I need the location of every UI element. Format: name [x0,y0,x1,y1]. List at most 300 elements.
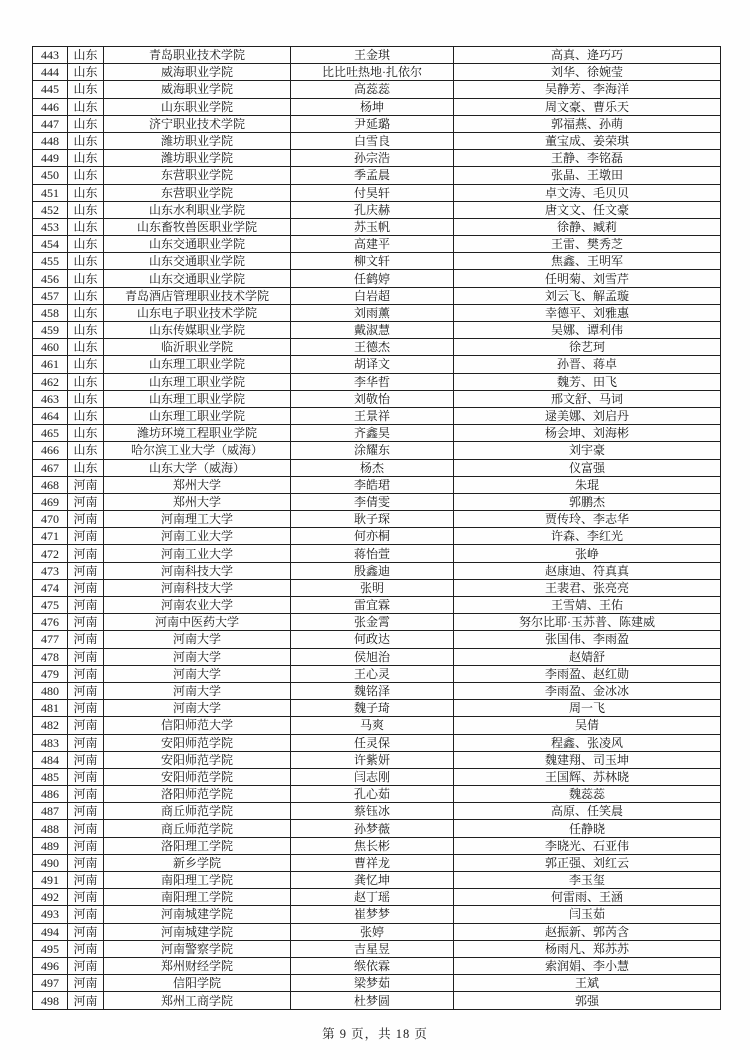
province-cell: 山东 [68,442,104,459]
advisors-cell: 李晓光、石亚伟 [454,837,721,854]
student-name-cell: 高蕊蕊 [291,81,454,98]
page-number-footer: 第 9 页，共 18 页 [322,1027,428,1041]
student-name-cell: 高建平 [291,236,454,253]
student-name-cell: 殷鑫迪 [291,562,454,579]
province-cell: 河南 [68,614,104,631]
student-name-cell: 何政达 [291,631,454,648]
province-cell: 河南 [68,889,104,906]
student-name-cell: 任灵保 [291,734,454,751]
table-row [33,854,721,871]
row-number-cell: 443 [33,47,68,64]
institution-cell: 山东理工职业学院 [104,407,291,424]
table-row [33,511,721,528]
institution-cell: 山东理工职业学院 [104,356,291,373]
province-cell: 河南 [68,923,104,940]
advisors-cell: 赵婧舒 [454,648,721,665]
row-number-cell: 480 [33,682,68,699]
row-number-cell: 460 [33,339,68,356]
row-number-cell: 481 [33,700,68,717]
institution-cell: 山东水利职业学院 [104,201,291,218]
table-row [33,356,721,373]
institution-cell: 潍坊环境工程职业学院 [104,425,291,442]
institution-cell: 潍坊职业学院 [104,150,291,167]
institution-cell: 河南大学 [104,648,291,665]
table-row [33,407,721,424]
institution-cell: 商丘师范学院 [104,803,291,820]
institution-cell: 威海职业学院 [104,81,291,98]
table-row [33,906,721,923]
row-number-cell: 456 [33,270,68,287]
student-name-cell: 胡译文 [291,356,454,373]
institution-cell: 商丘师范学院 [104,820,291,837]
student-name-cell: 焦长彬 [291,837,454,854]
province-cell: 山东 [68,390,104,407]
student-name-cell: 刘敬怡 [291,390,454,407]
institution-cell: 潍坊职业学院 [104,132,291,149]
institution-cell: 河南城建学院 [104,923,291,940]
row-number-cell: 497 [33,975,68,992]
table-row [33,786,721,803]
table-row [33,665,721,682]
institution-cell: 河南大学 [104,631,291,648]
advisors-cell: 许森、李红光 [454,528,721,545]
advisors-cell: 王雷、樊秀芝 [454,236,721,253]
province-cell: 河南 [68,975,104,992]
advisors-cell: 何雷雨、王涵 [454,889,721,906]
student-name-cell: 王金琪 [291,47,454,64]
student-name-cell: 尹延璐 [291,115,454,132]
student-name-cell: 马爽 [291,717,454,734]
advisors-cell: 徐静、臧莉 [454,218,721,235]
row-number-cell: 489 [33,837,68,854]
province-cell: 河南 [68,854,104,871]
table-row [33,597,721,614]
student-name-cell: 耿子琛 [291,511,454,528]
table-row [33,528,721,545]
student-name-cell: 齐鑫昊 [291,425,454,442]
province-cell: 山东 [68,47,104,64]
institution-cell: 山东理工职业学院 [104,390,291,407]
row-number-cell: 490 [33,854,68,871]
student-name-cell: 魏子琦 [291,700,454,717]
table-row [33,631,721,648]
student-name-cell: 孔心茹 [291,786,454,803]
advisors-cell: 杨雨凡、郑苏苏 [454,940,721,957]
student-name-cell: 闫志刚 [291,768,454,785]
institution-cell: 洛阳理工学院 [104,837,291,854]
institution-cell: 郑州大学 [104,493,291,510]
advisors-cell: 王裴君、张亮亮 [454,579,721,596]
advisors-cell: 高真、逄巧巧 [454,47,721,64]
institution-cell: 河南科技大学 [104,579,291,596]
institution-cell: 哈尔滨工业大学（威海） [104,442,291,459]
institution-cell: 河南大学 [104,665,291,682]
province-cell: 山东 [68,184,104,201]
row-number-cell: 473 [33,562,68,579]
institution-cell: 安阳师范学院 [104,734,291,751]
advisors-cell: 杨会坤、刘海彬 [454,425,721,442]
institution-cell: 南阳理工学院 [104,889,291,906]
table-row [33,940,721,957]
row-number-cell: 445 [33,81,68,98]
advisors-cell: 王国辉、苏林晓 [454,768,721,785]
table-row [33,493,721,510]
row-number-cell: 494 [33,923,68,940]
advisors-cell: 郭强 [454,992,721,1010]
table-row [33,201,721,218]
province-cell: 河南 [68,511,104,528]
student-name-cell: 张明 [291,579,454,596]
province-cell: 河南 [68,940,104,957]
advisors-cell: 仪富强 [454,459,721,476]
student-name-cell: 王景祥 [291,407,454,424]
province-cell: 河南 [68,957,104,974]
institution-cell: 威海职业学院 [104,64,291,81]
row-number-cell: 471 [33,528,68,545]
institution-cell: 河南农业大学 [104,597,291,614]
advisors-cell: 赵康迪、符真真 [454,562,721,579]
institution-cell: 洛阳师范学院 [104,786,291,803]
province-cell: 河南 [68,837,104,854]
row-number-cell: 466 [33,442,68,459]
institution-cell: 山东交通职业学院 [104,253,291,270]
province-cell: 河南 [68,906,104,923]
student-name-cell: 何亦桐 [291,528,454,545]
table-row [33,820,721,837]
row-number-cell: 475 [33,597,68,614]
table-row [33,717,721,734]
advisors-cell: 索润娟、李小慧 [454,957,721,974]
table-row [33,545,721,562]
advisors-cell: 贾传玲、李志华 [454,511,721,528]
institution-cell: 山东大学（威海） [104,459,291,476]
row-number-cell: 458 [33,304,68,321]
student-name-cell: 苏玉帆 [291,218,454,235]
student-name-cell: 王心灵 [291,665,454,682]
advisors-cell: 张国伟、李雨盈 [454,631,721,648]
institution-cell: 青岛酒店管理职业技术学院 [104,287,291,304]
institution-cell: 山东理工职业学院 [104,373,291,390]
row-number-cell: 486 [33,786,68,803]
province-cell: 山东 [68,81,104,98]
student-name-cell: 李倩雯 [291,493,454,510]
student-name-cell: 吉星昱 [291,940,454,957]
table-row [33,751,721,768]
row-number-cell: 470 [33,511,68,528]
student-name-cell: 季孟晨 [291,167,454,184]
table-row [33,64,721,81]
row-number-cell: 483 [33,734,68,751]
student-name-cell: 任鹤婷 [291,270,454,287]
student-name-cell: 曹祥龙 [291,854,454,871]
table-row [33,682,721,699]
row-number-cell: 477 [33,631,68,648]
table-row [33,992,721,1010]
row-number-cell: 488 [33,820,68,837]
advisors-cell: 朱琨 [454,476,721,493]
table-row [33,132,721,149]
institution-cell: 山东畜牧兽医职业学院 [104,218,291,235]
row-number-cell: 476 [33,614,68,631]
row-number-cell: 450 [33,167,68,184]
advisors-cell: 吴倩 [454,717,721,734]
row-number-cell: 479 [33,665,68,682]
institution-cell: 青岛职业技术学院 [104,47,291,64]
row-number-cell: 478 [33,648,68,665]
student-name-cell: 涂耀东 [291,442,454,459]
province-cell: 河南 [68,820,104,837]
province-cell: 山东 [68,322,104,339]
student-name-cell: 魏铭泽 [291,682,454,699]
student-name-cell: 孙梦薇 [291,820,454,837]
table-row [33,150,721,167]
advisors-cell: 王静、李铭磊 [454,150,721,167]
institution-cell: 河南大学 [104,682,291,699]
row-number-cell: 457 [33,287,68,304]
institution-cell: 安阳师范学院 [104,768,291,785]
student-name-cell: 白岩超 [291,287,454,304]
student-name-cell: 孔庆赫 [291,201,454,218]
student-name-cell: 白雪良 [291,132,454,149]
province-cell: 河南 [68,872,104,889]
province-cell: 山东 [68,150,104,167]
row-number-cell: 452 [33,201,68,218]
institution-cell: 郑州工商学院 [104,992,291,1010]
table-row [33,287,721,304]
province-cell: 山东 [68,339,104,356]
advisors-cell: 唐文文、任文豪 [454,201,721,218]
student-name-cell: 许紫妍 [291,751,454,768]
advisors-cell: 王雪婧、王佑 [454,597,721,614]
advisors-cell: 刘宇豪 [454,442,721,459]
advisors-cell: 周一飞 [454,700,721,717]
table-row [33,304,721,321]
province-cell: 山东 [68,287,104,304]
advisors-cell: 徐艺珂 [454,339,721,356]
advisors-cell: 卓文涛、毛贝贝 [454,184,721,201]
advisors-cell: 刘云飞、解孟璇 [454,287,721,304]
province-cell: 河南 [68,528,104,545]
province-cell: 山东 [68,253,104,270]
row-number-cell: 449 [33,150,68,167]
table-row [33,373,721,390]
student-name-cell: 杜梦圆 [291,992,454,1010]
province-cell: 山东 [68,270,104,287]
advisors-cell: 程鑫、张凌风 [454,734,721,751]
student-name-cell: 雷宜霖 [291,597,454,614]
table-row [33,390,721,407]
student-name-cell: 赵丁瑶 [291,889,454,906]
province-cell: 河南 [68,665,104,682]
student-name-cell: 孙宗浩 [291,150,454,167]
student-name-cell: 崔梦梦 [291,906,454,923]
province-cell: 山东 [68,236,104,253]
student-name-cell: 蔡钰冰 [291,803,454,820]
table-row [33,476,721,493]
advisors-cell: 吴娜、谭利伟 [454,322,721,339]
advisors-cell: 张峥 [454,545,721,562]
province-cell: 山东 [68,218,104,235]
province-cell: 河南 [68,579,104,596]
province-cell: 山东 [68,425,104,442]
student-name-cell: 蒋怡萱 [291,545,454,562]
province-cell: 山东 [68,98,104,115]
student-name-cell: 张金霄 [291,614,454,631]
institution-cell: 河南中医药大学 [104,614,291,631]
row-number-cell: 474 [33,579,68,596]
advisors-cell: 郭福燕、孙萌 [454,115,721,132]
table-row [33,98,721,115]
row-number-cell: 472 [33,545,68,562]
institution-cell: 信阳学院 [104,975,291,992]
table-row [33,425,721,442]
row-number-cell: 464 [33,407,68,424]
institution-cell: 郑州财经学院 [104,957,291,974]
province-cell: 河南 [68,700,104,717]
advisors-cell: 李雨盈、赵红勋 [454,665,721,682]
student-name-cell: 王德杰 [291,339,454,356]
advisors-cell: 李雨盈、金冰冰 [454,682,721,699]
institution-cell: 河南工业大学 [104,528,291,545]
province-cell: 河南 [68,803,104,820]
table-row [33,889,721,906]
advisors-cell: 周文豪、曹乐天 [454,98,721,115]
row-number-cell: 444 [33,64,68,81]
province-cell: 山东 [68,407,104,424]
student-name-cell: 龚忆坤 [291,872,454,889]
advisors-cell: 焦鑫、王明军 [454,253,721,270]
row-number-cell: 495 [33,940,68,957]
row-number-cell: 446 [33,98,68,115]
province-cell: 山东 [68,115,104,132]
institution-cell: 山东职业学院 [104,98,291,115]
row-number-cell: 454 [33,236,68,253]
province-cell: 河南 [68,786,104,803]
row-number-cell: 465 [33,425,68,442]
advisors-cell: 孙晋、蒋卓 [454,356,721,373]
province-cell: 山东 [68,132,104,149]
row-number-cell: 491 [33,872,68,889]
institution-cell: 河南警察学院 [104,940,291,957]
table-row [33,339,721,356]
table-row [33,322,721,339]
row-number-cell: 447 [33,115,68,132]
table-row [33,957,721,974]
row-number-cell: 459 [33,322,68,339]
institution-cell: 河南大学 [104,700,291,717]
row-number-cell: 498 [33,992,68,1010]
province-cell: 河南 [68,562,104,579]
student-name-cell: 梁梦茹 [291,975,454,992]
institution-cell: 河南工业大学 [104,545,291,562]
province-cell: 河南 [68,992,104,1010]
table-row [33,734,721,751]
advisors-cell: 任明菊、刘雪芹 [454,270,721,287]
advisors-cell: 张晶、王墩田 [454,167,721,184]
table-row [33,184,721,201]
table-row [33,614,721,631]
advisors-cell: 魏芳、田飞 [454,373,721,390]
row-number-cell: 455 [33,253,68,270]
student-name-cell: 侯旭治 [291,648,454,665]
advisors-cell: 董宝成、姜荣琪 [454,132,721,149]
advisors-cell: 刘华、徐婉莹 [454,64,721,81]
province-cell: 河南 [68,597,104,614]
advisors-cell: 努尔比耶·玉苏普、陈建威 [454,614,721,631]
table-row [33,167,721,184]
table-row [33,459,721,476]
province-cell: 河南 [68,631,104,648]
institution-cell: 河南城建学院 [104,906,291,923]
table-row [33,923,721,940]
advisors-cell: 赵振新、郭芮含 [454,923,721,940]
student-name-cell: 李皓珺 [291,476,454,493]
row-number-cell: 487 [33,803,68,820]
student-name-cell: 柳文轩 [291,253,454,270]
institution-cell: 临沂职业学院 [104,339,291,356]
advisors-cell: 闫玉茹 [454,906,721,923]
row-number-cell: 453 [33,218,68,235]
advisors-cell: 邢文舒、马词 [454,390,721,407]
table-row [33,768,721,785]
province-cell: 河南 [68,648,104,665]
institution-cell: 山东传媒职业学院 [104,322,291,339]
row-number-cell: 461 [33,356,68,373]
table-row [33,47,721,64]
row-number-cell: 462 [33,373,68,390]
table-row [33,837,721,854]
institution-cell: 东营职业学院 [104,167,291,184]
table-row [33,803,721,820]
province-cell: 山东 [68,167,104,184]
student-name-cell: 杨坤 [291,98,454,115]
institution-cell: 南阳理工学院 [104,872,291,889]
row-number-cell: 469 [33,493,68,510]
province-cell: 山东 [68,64,104,81]
province-cell: 河南 [68,734,104,751]
institution-cell: 山东电子职业技术学院 [104,304,291,321]
student-name-cell: 刘雨薰 [291,304,454,321]
institution-cell: 山东交通职业学院 [104,236,291,253]
row-number-cell: 485 [33,768,68,785]
province-cell: 山东 [68,201,104,218]
institution-cell: 信阳师范大学 [104,717,291,734]
student-name-cell: 杨杰 [291,459,454,476]
institution-cell: 新乡学院 [104,854,291,871]
advisors-cell: 吴静芳、李海洋 [454,81,721,98]
row-number-cell: 467 [33,459,68,476]
province-cell: 山东 [68,304,104,321]
advisors-cell: 郭正强、刘红云 [454,854,721,871]
institution-cell: 郑州大学 [104,476,291,493]
table-row [33,253,721,270]
row-number-cell: 463 [33,390,68,407]
institution-cell: 济宁职业技术学院 [104,115,291,132]
table-row [33,115,721,132]
province-cell: 河南 [68,768,104,785]
advisors-cell: 任静晓 [454,820,721,837]
table-row [33,700,721,717]
advisors-cell: 幸德平、刘雅惠 [454,304,721,321]
table-row [33,579,721,596]
institution-cell: 安阳师范学院 [104,751,291,768]
province-cell: 山东 [68,356,104,373]
table-row [33,218,721,235]
advisors-cell: 魏建翔、司玉坤 [454,751,721,768]
advisors-cell: 魏蕊蕊 [454,786,721,803]
results-table-body [33,47,721,1010]
row-number-cell: 492 [33,889,68,906]
